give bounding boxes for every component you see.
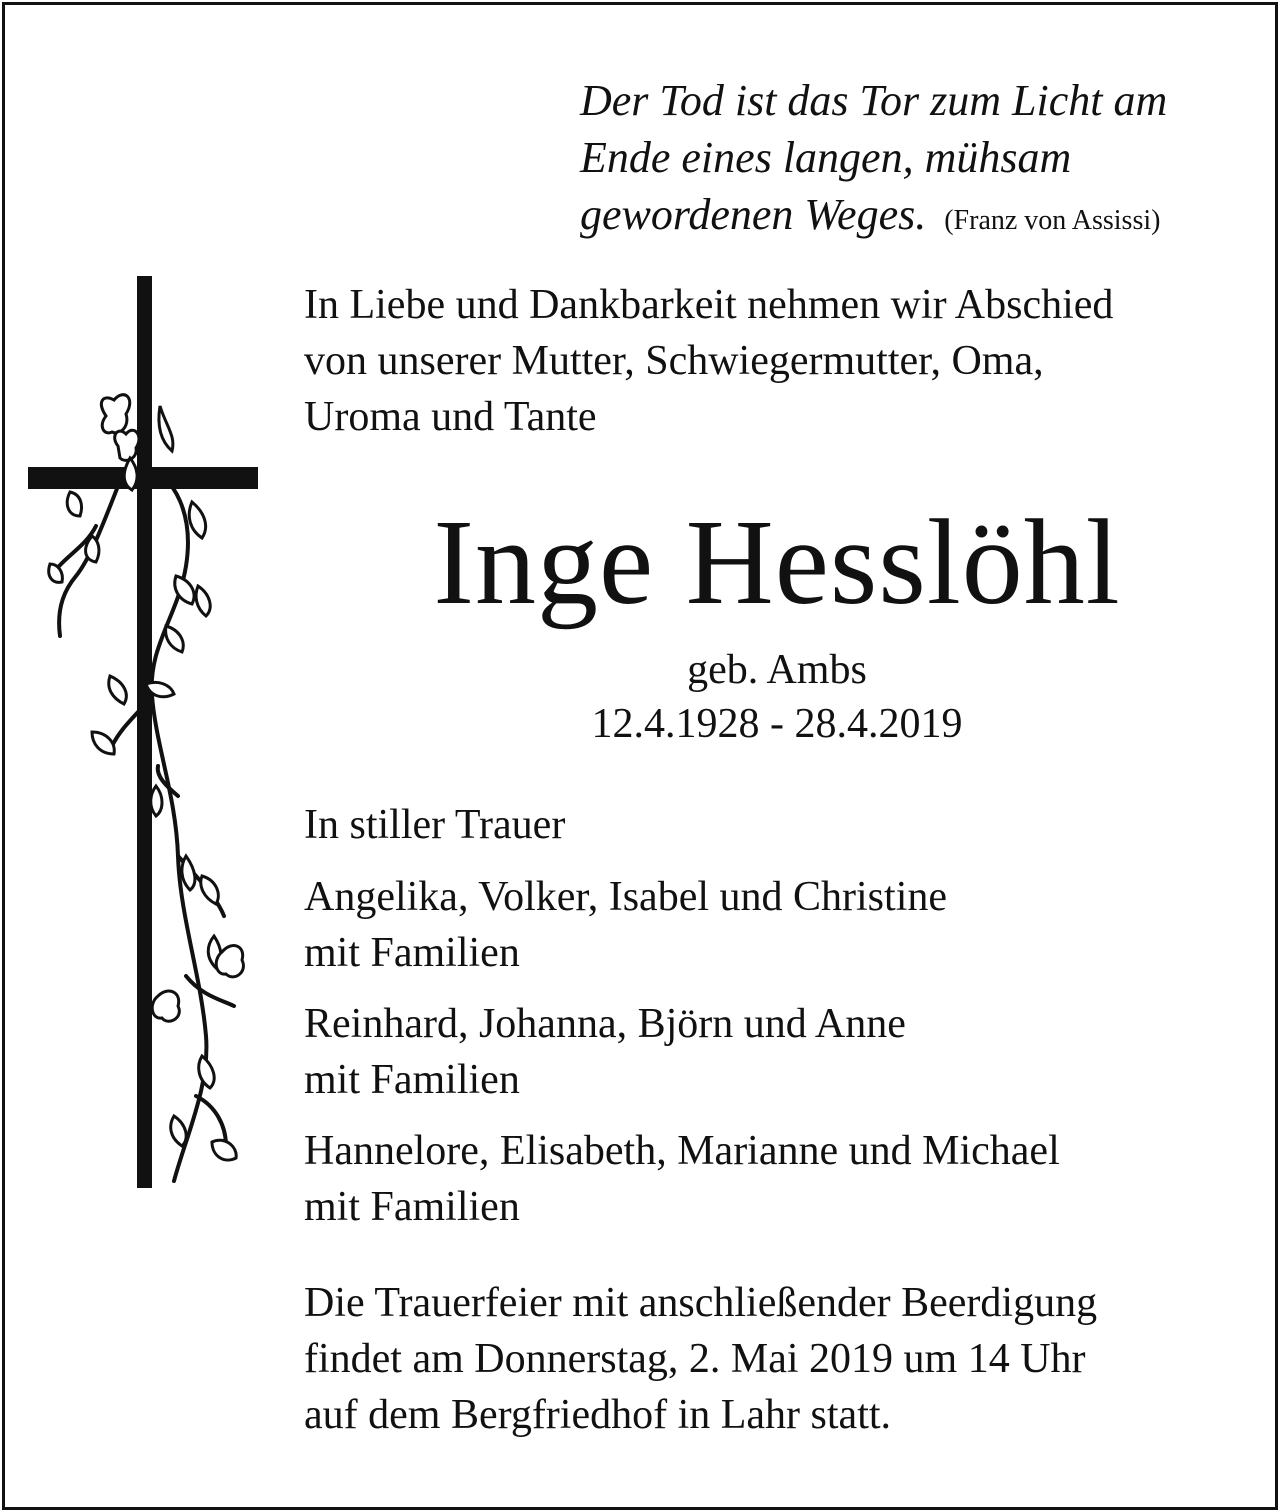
service-line: Die Trauerfeier mit anschließender Beerdigung (304, 1280, 1098, 1326)
quote-line (580, 186, 1270, 249)
quote-line-text: gewordenen Weges. (580, 190, 927, 239)
intro-line: von unserer Mutter, Schwiegermutter, Oma, (304, 338, 1044, 384)
family-names: Angelika, Volker, Isabel und Christine (304, 874, 948, 920)
family-names: Hannelore, Elisabeth, Marianne und Michael (304, 1128, 1060, 1174)
intro-text (304, 277, 1113, 445)
family-names: Reinhard, Johanna, Björn und Anne (304, 1001, 906, 1047)
family-suffix: mit Familien (304, 1057, 520, 1103)
family-suffix: mit Familien (304, 1184, 520, 1230)
family-suffix: mit Familien (304, 930, 520, 976)
funeral-service-info (304, 1275, 1097, 1443)
birth-name: geb. Ambs (687, 647, 867, 693)
service-line: auf dem Bergfriedhof in Lahr statt. (304, 1392, 892, 1438)
intro-line: In Liebe und Dankbarkeit nehmen wir Abschied (304, 282, 1114, 328)
family-group (304, 869, 947, 981)
intro-line: Uroma und Tante (304, 394, 597, 440)
quote-line: Der Tod ist das Tor zum Licht am (580, 76, 1168, 125)
service-line: findet am Donnerstag, 2. Mai 2019 um 14 Uhr (304, 1336, 1086, 1382)
deceased-name: Inge Hesslöhl (433, 495, 1121, 630)
cross-with-rose-vine-icon (26, 276, 266, 1192)
quote-attribution: (Franz von Assissi) (944, 205, 1161, 236)
epigraph-quote (580, 72, 1270, 249)
family-group (304, 996, 906, 1108)
quote-line: Ende eines langen, mühsam (580, 133, 1072, 182)
family-group (304, 1123, 1060, 1235)
life-dates: 12.4.1928 - 28.4.2019 (591, 701, 963, 747)
mourning-heading: In stiller Trauer (304, 802, 566, 848)
